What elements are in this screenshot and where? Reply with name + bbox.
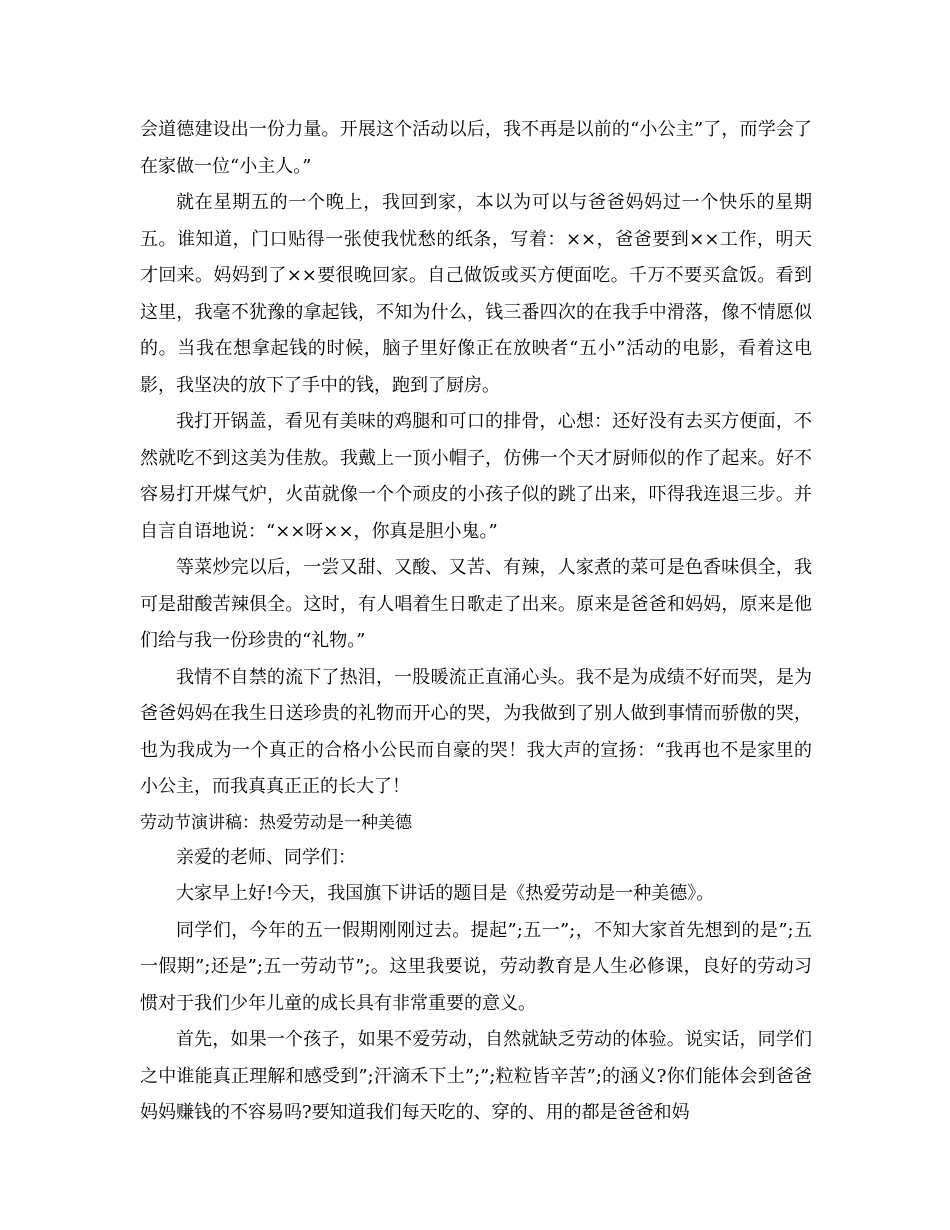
- speech-paragraph-1: 大家早上好!今天，我国旗下讲话的题目是《热爱劳动是一种美德》。: [176, 883, 715, 904]
- story-paragraph-5: 我情不自禁的流下了热泪，一股暖流正直涌心头。我不是为成绩不好而哭，是为爸爸妈妈在我生日送珍贵的礼物而开心的哭，为我做到了别人做到事情而骄傲的哭，也为我成为一个真正的合格小公民而自豪的哭！我大声的宣扬：“我再也不是家里的小公主，而我真真正正的长大了！: [140, 666, 812, 797]
- speech-salutation: 亲爱的老师、同学们：: [176, 846, 356, 868]
- story-paragraph-3: 我打开锅盖，看见有美味的鸡腿和可口的排骨，心想：还好没有去买方便面，不然就吃不到这美为佳敖。我戴上一顶小帽子，仿佛一个天才厨师似的作了起来。好不容易打开煤气炉，火苗就像一个个顽皮的小孩子似的跳了出来，吓得我连退三步。并自言自语地说：“××呀××，你真是胆小鬼。”: [140, 411, 812, 542]
- story-paragraph-1: 会道德建设出一份力量。开展这个活动以后，我不再是以前的“小公主”了，而学会了在家做一位“小主人。”: [140, 119, 812, 177]
- story-paragraph-4: 等菜炒完以后，一尝又甜、又酸、又苦、有辣，人家煮的菜可是色香味俱全，我可是甜酸苦辣俱全。这时，有人唱着生日歌走了出来。原来是爸爸和妈妈，原来是他们给与我一份珍贵的“礼物。”: [140, 557, 812, 651]
- story-paragraph-2: 就在星期五的一个晚上，我回到家，本以为可以与爸爸妈妈过一个快乐的星期五。谁知道，门口贴得一张使我忧愁的纸条，写着：××，爸爸要到××工作，明天才回来。妈妈到了××要很晚回家。自己做饭或买方便面吃。千万不要买盒饭。看到这里，我毫不犹豫的拿起钱，不知为什么，钱三番四次的在我手中滑落，像不情愿似的。当我在想拿起钱的时候，脑子里好像正在放映者“五小”活动的电影，看着这电影，我坚决的放下了手中的钱，跑到了厨房。: [140, 192, 812, 396]
- speech-title: 劳动节演讲稿：热爱劳动是一种美德: [140, 812, 412, 833]
- document-body: [140, 112, 812, 1132]
- speech-paragraph-2: 同学们，今年的五一假期刚刚过去。提起”;五一”;，不知大家首先想到的是”;五一假期”;还是”;五一劳动节”;。这里我要说，劳动教育是人生必修课，良好的劳动习惯对于我们少年儿童的成长具有非常重要的意义。: [140, 919, 812, 1014]
- speech-paragraph-3: 首先，如果一个孩子，如果不爱劳动，自然就缺乏劳动的体验。说实话，同学们之中谁能真正理解和感受到”;汗滴禾下土”;”;粒粒皆辛苦”;的涵义?你们能体会到爸爸妈妈赚钱的不容易吗?要知道我们每天吃的、穿的、用的都是爸爸和妈: [140, 1029, 812, 1123]
